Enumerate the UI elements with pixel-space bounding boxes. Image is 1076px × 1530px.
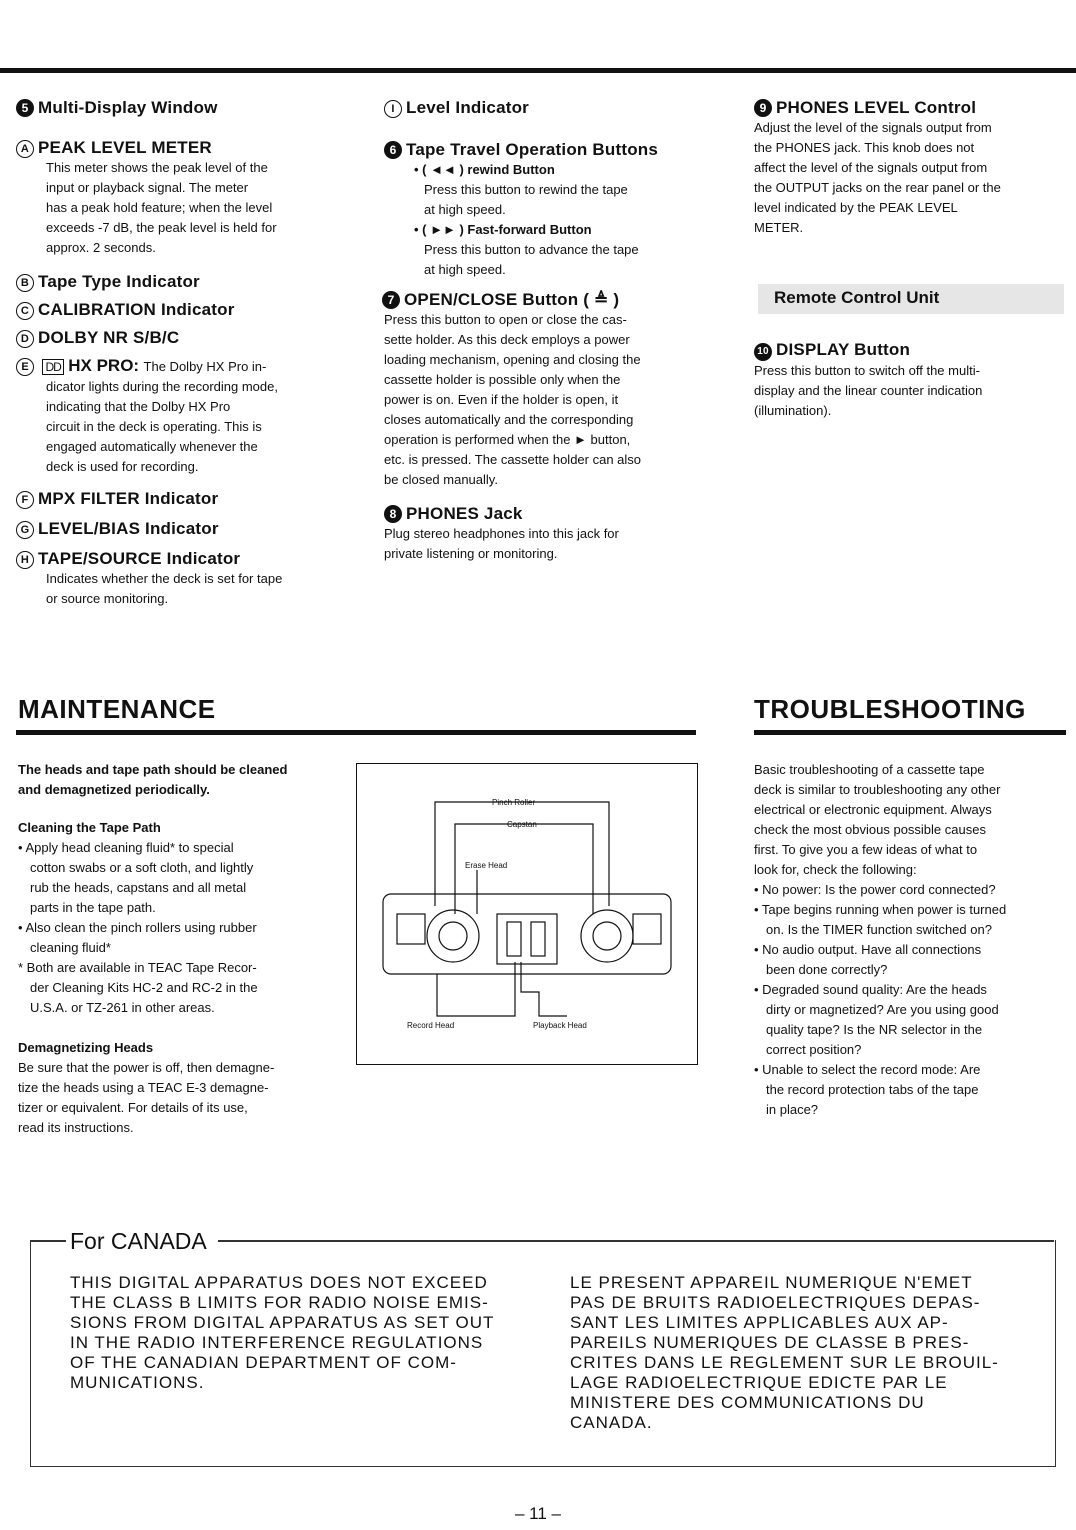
- cleaning-title: Cleaning the Tape Path: [18, 820, 161, 835]
- phones-level-text: Adjust the level of the signals output from the PHONES jack. This knob does not affect the level of the signals output from the OUTPUT jacks on the rear panel or the level indicated by the PEAK LEVEL METER.: [754, 120, 1001, 235]
- canada-title: For CANADA: [70, 1228, 207, 1254]
- column-2: [384, 98, 702, 564]
- label-pinch-roller: Pinch Roller: [492, 798, 536, 807]
- heading-tape-type: B Tape Type Indicator: [16, 272, 334, 292]
- heading-calibration: C CALIBRATION Indicator: [16, 300, 334, 320]
- remote-control-unit-banner: Remote Control Unit: [758, 284, 1064, 314]
- rewind-text: Press this button to rewind the tape: [424, 182, 628, 197]
- fast-forward-text: at high speed.: [424, 262, 506, 277]
- display-text: Press this button to switch off the multi- display and the linear counter indication (illumination).: [754, 363, 983, 418]
- demag-title: Demagnetizing Heads: [18, 1040, 154, 1055]
- open-close-text: Press this button to open or close the cas- sette holder. As this deck employs a power loading mechanism, opening and closing the cassette holder is possible only when the power is on. Even if the holder is open, it closes automatically and the corresponding operation is performed when the ► button, etc. is pressed. The cassette holder can also be closed manually.: [384, 312, 642, 487]
- heading-hx-pro: E DD HX PRO: The Dolby HX Pro in-: [16, 356, 334, 377]
- heading-peak-level-meter: A PEAK LEVEL METER: [16, 138, 334, 158]
- label-playback-head: Playback Head: [533, 1021, 587, 1030]
- heading-level-indicator: I Level Indicator: [384, 98, 702, 118]
- canada-french-text: LE PRESENT APPAREIL NUMERIQUE N'EMET PAS DE BRUITS RADIOELECTRIQUES DEPAS- SANT LES LIMITES APPLICABLES AUX AP- PAREILS NUMERIQUES DE CLASSE B PRES- CRITES DANS LE REGLEMENT SUR LE BROUIL- LAGE RADIOELECTRIQUE EDICTE PAR LE MINISTERE DES COMMUNICATIONS DU CANADA.: [570, 1273, 999, 1432]
- maintenance-text: The heads and tape path should be cleaned and demagnetized periodically. Cleaning the Tape Path • Apply head cleaning fluid* to special cotton swabs or a soft cloth, and lightly rub the heads, capstans and all metal parts in the tape path. • Also clean the pinch rollers using rubber cleaning fluid* * Both are available in TEAC Tape Recor- der Cleaning Kits HC-2 and RC-2 in the U.S.A. or TZ-261 in other areas. Demagnetizing Heads Be sure that the power is off, then demagne- tize the heads using a TEAC E-3 demagne- tizer or equivalent. For details of its use, read its instructions.: [18, 760, 330, 1138]
- fast-forward-text: Press this button to advance the tape: [424, 242, 639, 257]
- troubleshooting-title: TROUBLESHOOTING: [754, 694, 1026, 724]
- column-1: [16, 98, 334, 609]
- heading-phones-jack: 8 PHONES Jack: [384, 504, 702, 524]
- tape-source-text: Indicates whether the deck is set for tape or source monitoring.: [46, 571, 283, 606]
- hx-pro-text: dicator lights during the recording mode, indicating that the Dolby HX Pro circuit in the deck is operating. This is engaged automatically whenever the deck is used for recording.: [46, 379, 278, 474]
- canada-english-text: THIS DIGITAL APPARATUS DOES NOT EXCEED THE CLASS B LIMITS FOR RADIO NOISE EMIS- SIONS FROM DIGITAL APPARATUS AS SET OUT IN THE RADIO INTERFERENCE REGULATIONS OF THE CANADIAN DEPARTMENT OF COM- MUNICATIONS.: [70, 1273, 495, 1392]
- heading-tape-travel: 6 Tape Travel Operation Buttons: [384, 140, 702, 160]
- column-3: [754, 98, 1066, 238]
- heading-phones-level: 9 PHONES LEVEL Control: [754, 98, 1066, 118]
- heading-mpx: F MPX FILTER Indicator: [16, 489, 334, 509]
- heading-level-bias: G LEVEL/BIAS Indicator: [16, 519, 334, 539]
- heading-open-close: 7 OPEN/CLOSE Button ( ≜ ): [382, 290, 702, 310]
- heading-multi-display: 5 Multi-Display Window: [16, 98, 334, 118]
- page-number: – 11 –: [514, 1504, 561, 1523]
- troubleshooting-text: Basic troubleshooting of a cassette tape deck is similar to troubleshooting any other electrical or electronic equipment. Always check the most obvious possible causes first. To give you a few ideas of what to look for, check the following: • No power: Is the power cord connected? • Tape begins running when power is turned on. Is the TIMER function switched on? • No audio output. Have all connections been done correctly? • Degraded sound quality: Are the heads dirty or magnetized? Are you using good quality tape? Is the NR selector in the correct position? • Unable to select the record mode: Are the record protection tabs of the tape in place?: [754, 762, 1007, 1117]
- rewind-label: • ( ◄◄ ) rewind Button: [414, 162, 555, 177]
- label-record-head: Record Head: [407, 1021, 455, 1030]
- display-section: [754, 340, 1066, 421]
- rewind-text: at high speed.: [424, 202, 506, 217]
- fast-forward-label: • ( ►► ) Fast-forward Button: [414, 222, 592, 237]
- troubleshooting-rule: [754, 730, 1066, 735]
- heading-tape-source: H TAPE/SOURCE Indicator: [16, 549, 334, 569]
- tape-path-diagram: [356, 763, 698, 1065]
- label-erase-head: Erase Head: [465, 861, 508, 870]
- heading-dolby: D DOLBY NR S/B/C: [16, 328, 334, 348]
- tape-path-illustration: [357, 764, 697, 1064]
- heading-display-button: 10 DISPLAY Button: [754, 340, 1066, 361]
- top-rule: [0, 68, 1076, 73]
- maintenance-title: MAINTENANCE: [18, 694, 216, 724]
- phones-jack-text: Plug stereo headphones into this jack for private listening or monitoring.: [384, 526, 619, 561]
- maintenance-rule: [16, 730, 696, 735]
- label-capstan: Capstan: [507, 820, 537, 829]
- peak-text: This meter shows the peak level of the input or playback signal. The meter has a peak hold feature; when the level exceeds -7 dB, the peak level is held for approx. 2 seconds.: [46, 160, 277, 255]
